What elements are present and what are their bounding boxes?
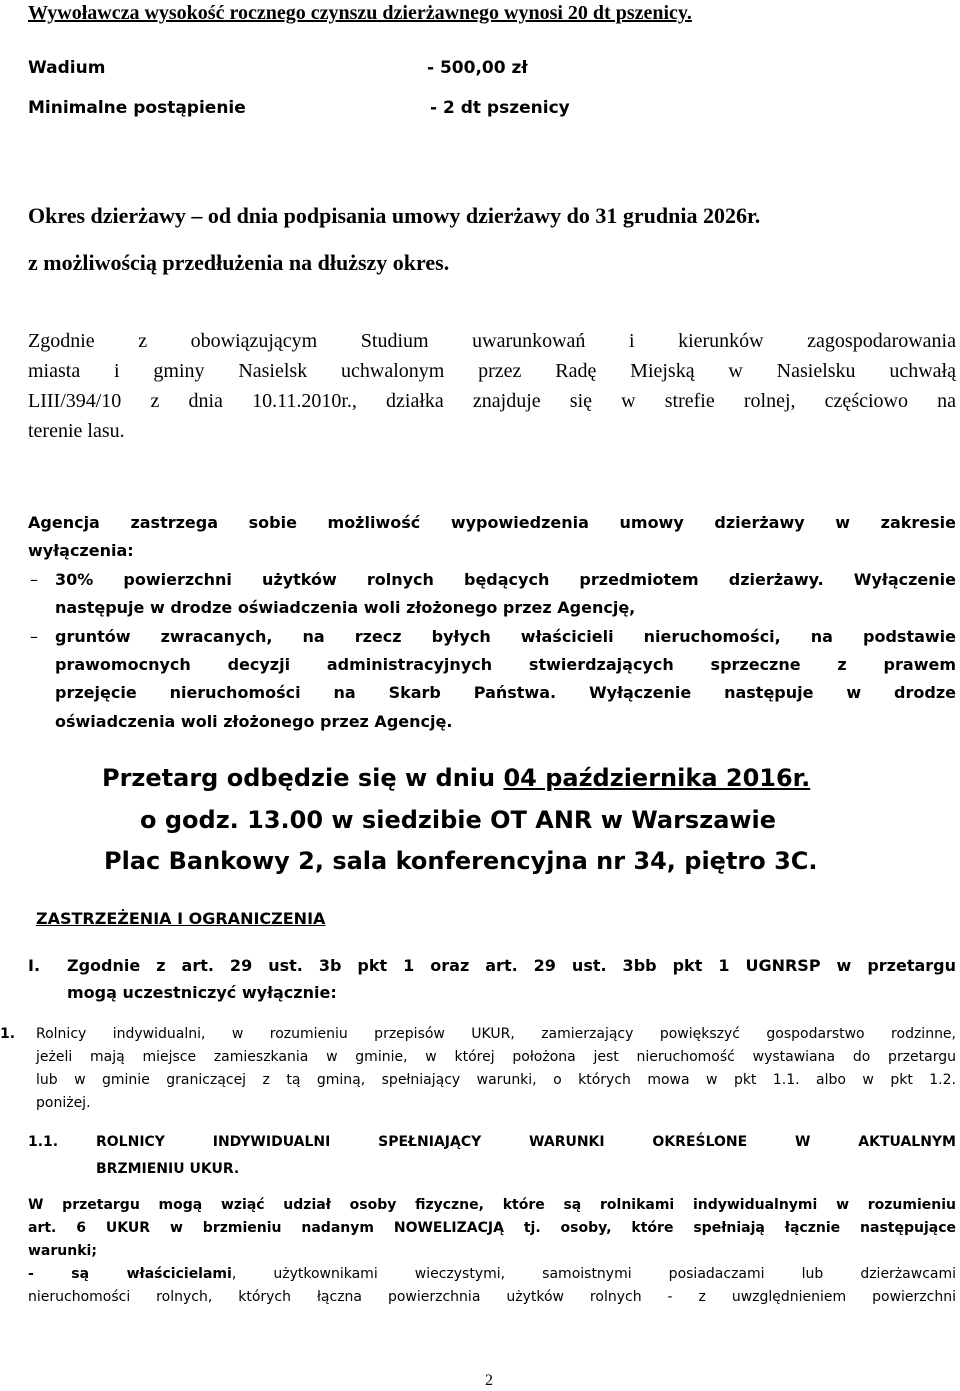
agency-line-2: wyłączenia:: [28, 541, 134, 560]
lease-term-line-1: Okres dzierżawy – od dnia podpisania umowy dzierżawy do 31 grudnia 2026r.: [28, 203, 761, 228]
agency-item-2-line-1: gruntów zwracanych, na rzecz byłych właścicieli nieruchomości, na podstawie: [55, 627, 956, 646]
agency-item-2-line-4: oświadczenia woli złożonego przez Agencję.: [55, 712, 453, 731]
study-line-2: miasta i gminy Nasielsk uchwalonym przez Radę Miejską w Nasielsku uchwałą: [28, 360, 956, 382]
agency-item-1-line-1: 30% powierzchni użytków rolnych będących przedmiotem dzierżawy. Wyłączenie: [55, 570, 956, 589]
lease-term-line-2: z możliwością przedłużenia na dłuższy okres.: [28, 250, 450, 275]
restrictions-title: ZASTRZEŻENIA I OGRANICZENIA: [36, 909, 326, 928]
study-line-1: Zgodnie z obowiązującym Studium uwarunkowań i kierunków zagospodarowania: [28, 330, 956, 352]
point-1-line-3: lub w gminie graniczącej z tą gminą, spełniający warunki, o których mowa w pkt 1.1. albo w pkt 1.2.: [36, 1072, 956, 1088]
restriction-i-line-1: Zgodnie z art. 29 ust. 3b pkt 1 oraz art. 29 ust. 3bb pkt 1 UGNRSP w przetargu: [67, 956, 956, 975]
page-number: 2: [485, 1372, 493, 1389]
agency-item-2-line-3: przejęcie nieruchomości na Skarb Państwa. Wyłączenie następuje w drodze: [55, 683, 956, 702]
point-1-line-1: Rolnicy indywidualni, w rozumieniu przepisów UKUR, zamierzający powiększyć gospodarstwo rodzinne,: [36, 1026, 956, 1042]
point-1-line-2: jeżeli mają miejsce zamieszkania w gminie, w której położona jest nieruchomość wystawiana do przetargu: [36, 1049, 956, 1065]
wadium-value: - 500,00 zł: [427, 58, 528, 78]
rent-heading: Wywoławcza wysokość rocznego czynszu dzierżawnego wynosi 20 dt pszenicy.: [28, 2, 692, 24]
owners-phrase: - są właścicielami: [28, 1266, 232, 1282]
point-1-line-4: poniżej.: [36, 1095, 91, 1111]
min-bid-value: - 2 dt pszenicy: [430, 98, 570, 118]
min-bid-label: Minimalne postąpienie: [28, 98, 246, 118]
paragraph-3-line-2: nieruchomości rolnych, których łączna powierzchnia użytków rolnych - z uwzględnieniem powierzchni: [28, 1289, 956, 1305]
item-number-1: 1.: [0, 1026, 16, 1042]
section-1-1-line-2: BRZMIENIU UKUR.: [96, 1161, 240, 1177]
paragraph-2-line-1: W przetargu mogą wziąć udział osoby fizyczne, które są rolnikami indywidualnymi w rozumieniu: [28, 1197, 956, 1213]
auction-prefix: Przetarg odbędzie się w dniu: [102, 764, 504, 792]
study-line-3: LIII/394/10 z dnia 10.11.2010r., działka znajduje się w strefie rolnej, częściowo na: [28, 390, 956, 412]
roman-numeral-1: I.: [28, 956, 41, 975]
agency-line-1: Agencja zastrzega sobie możliwość wypowiedzenia umowy dzierżawy w zakresie: [28, 513, 956, 532]
paragraph-2-line-2: art. 6 UKUR w brzmieniu nadanym NOWELIZACJĄ tj. osoby, które spełniają łącznie następujące: [28, 1220, 956, 1236]
paragraph-2-line-3: warunki;: [28, 1243, 97, 1259]
item-number-1-1: 1.1.: [28, 1134, 59, 1150]
paragraph-3-rest: , użytkownikami wieczystymi, samoistnymi posiadaczami lub dzierżawcami: [231, 1266, 956, 1282]
list-dash-2: –: [30, 627, 38, 646]
auction-line-2: o godz. 13.00 w siedzibie OT ANR w Warszawie: [140, 806, 777, 834]
paragraph-3-line-1: [28, 1266, 956, 1282]
agency-item-1-line-2: następuje w drodze oświadczenia woli złożonego przez Agencję,: [55, 598, 636, 617]
section-1-1-line-1: ROLNICY INDYWIDUALNI SPEŁNIAJĄCY WARUNKI OKREŚLONE W AKTUALNYM: [96, 1134, 956, 1150]
wadium-label: Wadium: [28, 58, 106, 78]
list-dash-1: –: [30, 570, 38, 589]
auction-line-3: Plac Bankowy 2, sala konferencyjna nr 34, piętro 3C.: [104, 847, 818, 875]
auction-line-1: [102, 764, 810, 792]
restriction-i-line-2: mogą uczestniczyć wyłącznie:: [67, 983, 337, 1002]
study-line-4: terenie lasu.: [28, 420, 125, 442]
agency-item-2-line-2: prawomocnych decyzji administracyjnych stwierdzających sprzeczne z prawem: [55, 655, 956, 674]
auction-date: 04 października 2016r.: [503, 764, 811, 792]
